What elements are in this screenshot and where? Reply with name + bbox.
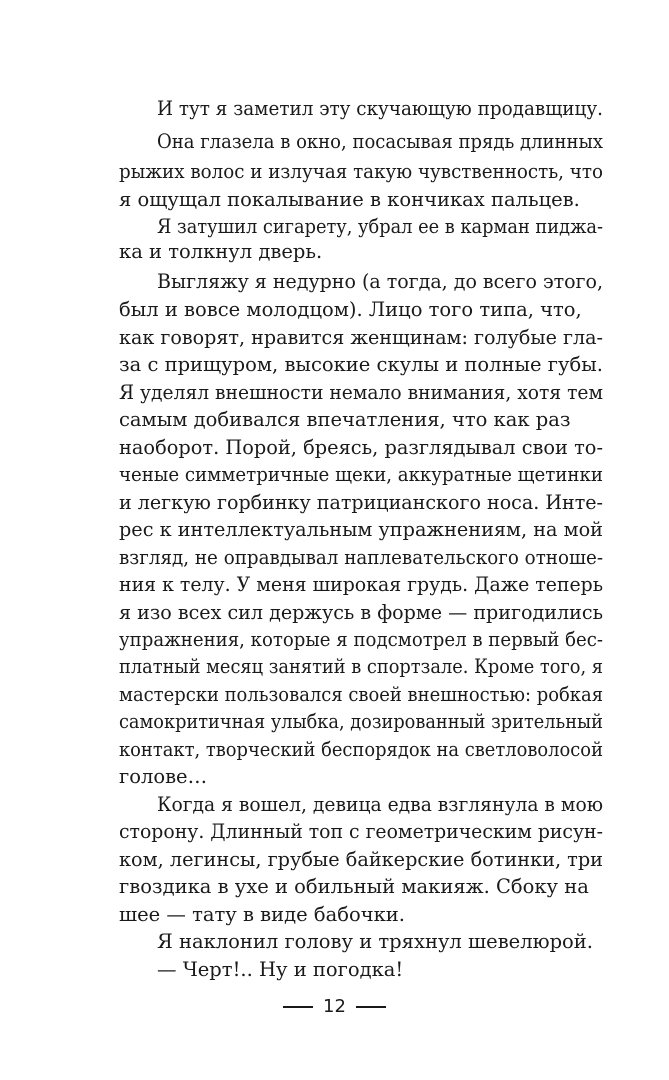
text-line: платный месяц занятий в спортзале. Кроме того, я	[119, 655, 604, 678]
text-line: я изо всех сил держусь в форме — пригодились	[119, 601, 603, 624]
text-line: как говорят, нравится женщинам: голубые гла-	[119, 326, 604, 349]
text-line: упражнения, которые я подсмотрел в первый бес-	[119, 628, 603, 651]
text-line: — Черт!.. Ну и погодка!	[157, 958, 404, 981]
text-line: гвоздика в ухе и обильный макияж. Сбоку на	[119, 875, 589, 898]
text-line: взгляд, не оправдывал наплевательского отноше-	[119, 546, 604, 569]
page-footer	[0, 994, 669, 1020]
text-line: ченые симметричные щеки, аккуратные щетинки	[119, 463, 603, 486]
text-line: Я наклонил голову и тряхнул шевелюрой.	[157, 930, 593, 953]
text-line: Я уделял внешности немало внимания, хотя тем	[119, 381, 604, 404]
text-line: рес к интеллектуальным упражнениям, на мой	[119, 518, 604, 541]
text-line: Выгляжу я недурно (а тогда, до всего этого,	[157, 270, 603, 293]
text-line: шее — тату в виде бабочки.	[119, 903, 405, 926]
text-line: голове…	[119, 765, 208, 788]
text-line: Она глазела в окно, посасывая прядь длинных	[157, 130, 604, 153]
text-line: самокритичная улыбка, дозированный зрительный	[119, 710, 603, 733]
text-line: мастерски пользовался своей внешностью: робкая	[119, 683, 604, 706]
text-line: рыжих волос и излучая такую чувственность, что	[119, 160, 603, 183]
text-line: сторону. Длинный топ с геометрическим рисун-	[119, 820, 603, 843]
text-line: ния к телу. У меня широкая грудь. Даже теперь	[119, 573, 603, 596]
text-line: я ощущал покалывание в кончиках пальцев.	[119, 188, 580, 211]
text-line: Когда я вошел, девица едва взглянула в мою	[157, 793, 603, 816]
text-line: наоборот. Порой, бреясь, разглядывал свои то-	[119, 436, 603, 459]
text-line: и легкую горбинку патрицианского носа. Интe-	[119, 491, 603, 514]
text-line: контакт, творческий беспорядок на светловолосой	[119, 738, 603, 761]
text-line: за с прищуром, высокие скулы и полные губы.	[119, 353, 603, 376]
footer-dash-left	[283, 1006, 313, 1008]
text-line: ком, легинсы, грубые байкерские ботинки, три	[119, 848, 603, 871]
text-line: И тут я заметил эту скучающую продавщицу.	[157, 97, 603, 120]
text-line: ка и толкнул дверь.	[119, 240, 323, 263]
text-line: Я затушил сигарету, убрал ее в карман пиджа-	[157, 215, 604, 238]
footer-dash-right	[356, 1006, 386, 1008]
text-line: был и вовсе молодцом). Лицо того типа, что,	[119, 298, 582, 321]
page-number: 12	[323, 996, 346, 1017]
text-line: самым добивался впечатления, что как раз	[119, 408, 571, 431]
